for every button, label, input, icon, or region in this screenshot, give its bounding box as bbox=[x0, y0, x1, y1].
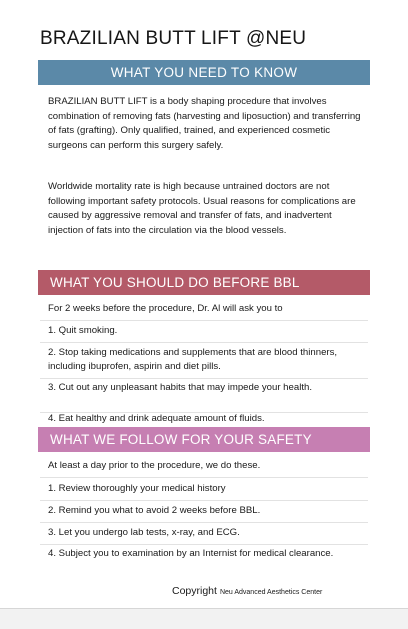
before-list-item: 1. Quit smoking. bbox=[48, 325, 118, 336]
paragraph-procedure-description: BRAZILIAN BUTT LIFT is a body shaping procedure that involves combination of removing fats (harvesting and liposuction) and transferring of fats (grafting). Only qualified, trained, and experienced cosmetic surgeons can perform this surgery safely. bbox=[48, 96, 361, 151]
copyright-owner: Neu Advanced Aesthetics Center bbox=[219, 589, 323, 596]
before-list-item: 2. Stop taking medications and supplements that are blood thinners, including ibuprofen, aspirin and diet pills. bbox=[48, 347, 338, 372]
before-intro-text: For 2 weeks before the procedure, Dr. Al will ask you to bbox=[48, 303, 283, 314]
divider bbox=[40, 320, 368, 321]
copyright-notice bbox=[172, 581, 322, 599]
divider bbox=[40, 342, 368, 343]
paragraph-mortality-warning: Worldwide mortality rate is high because untrained doctors are not following important safety protocols. Usual reasons for complications are caused by aggressive removal and transfer of fats, and inadvertent injection of fats into the circulation via the blood vessels. bbox=[48, 181, 356, 236]
divider bbox=[40, 500, 368, 501]
section-heading-safety: WHAT WE FOLLOW FOR YOUR SAFETY bbox=[38, 427, 370, 452]
before-list-item: 4. Eat healthy and drink adequate amount of fluids. bbox=[48, 413, 265, 424]
before-list-item: 3. Cut out any unpleasant habits that may impede your health. bbox=[48, 382, 312, 393]
safety-intro-text: At least a day prior to the procedure, we do these. bbox=[48, 460, 261, 471]
divider bbox=[40, 544, 368, 545]
document-title: BRAZILIAN BUTT LIFT @NEU bbox=[40, 28, 307, 49]
section-heading-before-bbl: WHAT YOU SHOULD DO BEFORE BBL bbox=[38, 270, 370, 295]
copyright-label: Copyright bbox=[172, 585, 217, 597]
safety-list-item: 3. Let you undergo lab tests, x-ray, and ECG. bbox=[48, 527, 240, 538]
divider bbox=[40, 522, 368, 523]
divider bbox=[40, 477, 368, 478]
safety-list-item: 4. Subject you to examination by an Internist for medical clearance. bbox=[48, 548, 334, 559]
section-heading-need-to-know: WHAT YOU NEED TO KNOW bbox=[38, 60, 370, 85]
safety-list-item: 2. Remind you what to avoid 2 weeks before BBL. bbox=[48, 505, 261, 516]
page-bottom-edge bbox=[0, 608, 408, 629]
safety-list-item: 1. Review thoroughly your medical history bbox=[48, 483, 226, 494]
divider bbox=[40, 378, 368, 379]
